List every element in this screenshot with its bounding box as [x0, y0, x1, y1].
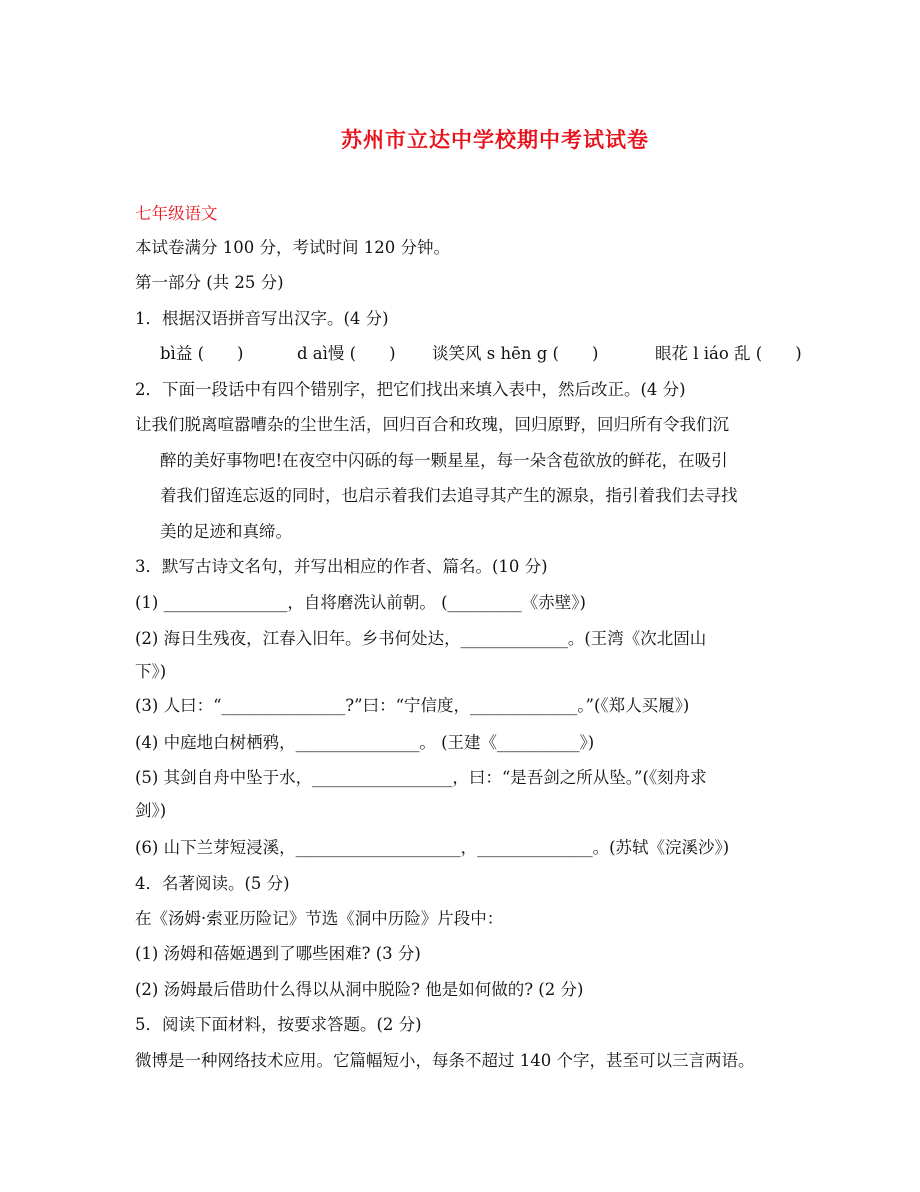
fill-blank-line: 下》): [135, 662, 167, 681]
question-3-stem: 3．默写古诗文名句，并写出相应的作者、篇名。(10 分): [135, 557, 548, 576]
pinyin-item: bì益 ( ): [160, 344, 244, 363]
paragraph-line: 让我们脱离喧嚣嘈杂的尘世生活，回归百合和玫瑰，回归原野，回归所有令我们沉: [135, 415, 729, 434]
subject-label: 七年级语文: [135, 204, 218, 223]
fill-blank-line: (3) 人曰：“_______________?”曰：“宁信度，_____________。”(《郑人买履》): [135, 696, 690, 715]
pinyin-item: d aì慢 ( ): [297, 344, 396, 363]
exam-info: 本试卷满分 100 分，考试时间 120 分钟。: [135, 238, 450, 257]
paragraph-line: 在《汤姆·索亚历险记》节选《洞中历险》片段中：: [135, 909, 504, 928]
paragraph-line: 微博是一种网络技术应用。它篇幅短小，每条不超过 140 个字，甚至可以三言两语。: [135, 1051, 755, 1070]
fill-blank-line: (2) 海日生残夜，江春入旧年。乡书何处达，_____________。(王湾《次北固山: [135, 629, 707, 648]
page-title: 苏州市立达中学校期中考试试卷: [341, 127, 649, 152]
pinyin-item: 谈笑风 s hēn g ( ): [432, 344, 599, 363]
sub-question: (2) 汤姆最后借助什么得以从洞中脱险? 他是如何做的? (2 分): [135, 980, 584, 999]
part-heading: 第一部分 (共 25 分): [135, 273, 284, 292]
pinyin-item: 眼花 l iáo 乱 ( ): [655, 344, 802, 363]
fill-blank-line: (4) 中庭地白树栖鸦，_______________。 (王建《__________》): [135, 733, 595, 752]
paragraph-line: 着我们留连忘返的同时，也启示着我们去追寻其产生的源泉，指引着我们去寻找: [160, 486, 738, 505]
sub-question: (1) 汤姆和蓓姬遇到了哪些困难? (3 分): [135, 944, 421, 963]
question-5-stem: 5．阅读下面材料，按要求答题。(2 分): [135, 1015, 422, 1034]
question-4-stem: 4．名著阅读。(5 分): [135, 874, 290, 893]
fill-blank-line: (1) _______________，自将磨洗认前朝。 (_________《赤壁》): [135, 593, 586, 612]
fill-blank-line: 剑》): [135, 801, 167, 820]
paragraph-line: 美的足迹和真缔。: [160, 522, 292, 541]
question-1-stem: 1．根据汉语拼音写出汉字。(4 分): [135, 309, 389, 328]
fill-blank-line: (5) 其剑自舟中坠于水，_________________，曰：“是吾剑之所从坠。”(《刻舟求: [135, 768, 707, 787]
paragraph-line: 醉的美好事物吧!在夜空中闪砾的每一颗星星，每一朵含苞欲放的鲜花，在吸引: [160, 451, 728, 470]
fill-blank-line: (6) 山下兰芽短浸溪，____________________，______________。(苏轼《浣溪沙》): [135, 838, 730, 857]
question-2-stem: 2．下面一段话中有四个错别字，把它们找出来填入表中，然后改正。(4 分): [135, 380, 686, 399]
